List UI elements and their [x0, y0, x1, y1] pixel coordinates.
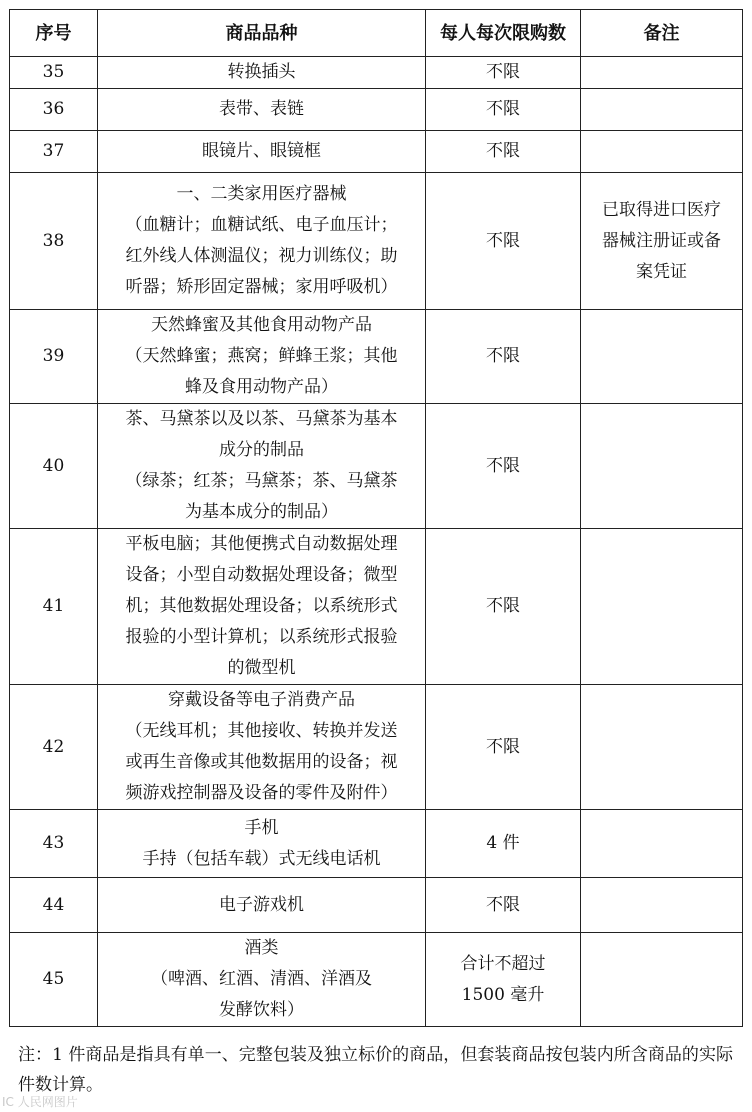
row-number-cell: 37 — [10, 131, 98, 173]
table-row — [10, 131, 743, 173]
item-line: 发酵饮料） — [219, 1000, 304, 1020]
item-line: （无线耳机；其他接收、转换并发送 — [125, 721, 398, 741]
table-row — [10, 57, 743, 89]
remark-cell — [581, 529, 743, 685]
item-cell — [98, 310, 426, 404]
item-cell — [98, 529, 426, 685]
item-cell — [98, 89, 426, 131]
limit-cell — [426, 310, 581, 404]
item-cell — [98, 173, 426, 310]
table-row — [10, 404, 743, 529]
item-line: 电子游戏机 — [219, 894, 304, 915]
item-line: 酒类 — [244, 938, 279, 958]
remark-line: 器械注册证或备 — [602, 230, 721, 251]
item-line: 手机 — [244, 817, 279, 838]
item-line: 一、二类家用医疗器械 — [176, 184, 347, 204]
limit-line: 不限 — [486, 141, 520, 161]
table-row — [10, 878, 743, 933]
header-limit: 每人每次限购数 — [426, 10, 581, 57]
remark-line: 案凭证 — [636, 261, 687, 282]
row-number-cell: 44 — [10, 878, 98, 933]
limit-line: 合计不超过 — [460, 953, 546, 974]
item-line: 表带、表链 — [219, 99, 304, 119]
item-cell — [98, 57, 426, 89]
item-line: 的微型机 — [227, 658, 296, 678]
remark-cell — [581, 89, 743, 131]
row-number-cell: 35 — [10, 57, 98, 89]
row-number-cell: 39 — [10, 310, 98, 404]
row-number-cell: 45 — [10, 933, 98, 1027]
item-line: 报验的小型计算机；以系统形式报验 — [125, 627, 398, 647]
item-line: 听器；矫形固定器械；家用呼吸机） — [125, 277, 398, 297]
remark-cell — [581, 685, 743, 810]
item-line: 为基本成分的制品） — [185, 502, 338, 522]
table-row — [10, 685, 743, 810]
row-number-cell: 42 — [10, 685, 98, 810]
table-header-row — [10, 10, 743, 57]
remark-cell — [581, 57, 743, 89]
limit-line: 不限 — [486, 346, 520, 366]
limit-cell — [426, 878, 581, 933]
remark-cell — [581, 310, 743, 404]
remark-cell — [581, 131, 743, 173]
item-line: （绿茶；红茶；马黛茶；茶、马黛茶 — [125, 471, 398, 491]
limit-line: 不限 — [486, 99, 520, 119]
limit-line: 不限 — [486, 736, 520, 757]
limit-cell — [426, 404, 581, 529]
remark-cell — [581, 878, 743, 933]
item-cell — [98, 131, 426, 173]
remark-cell — [581, 933, 743, 1027]
row-number-cell: 41 — [10, 529, 98, 685]
item-line: 手持（包括车载）式无线电话机 — [142, 848, 381, 869]
header-remark: 备注 — [581, 10, 743, 57]
item-cell — [98, 685, 426, 810]
header-number: 序号 — [10, 10, 98, 57]
item-line: 眼镜片、眼镜框 — [202, 141, 321, 161]
item-cell — [98, 878, 426, 933]
item-line: 红外线人体测温仪；视力训练仪；助 — [125, 246, 398, 266]
limit-cell — [426, 89, 581, 131]
item-line: 机；其他数据处理设备；以系统形式 — [125, 596, 398, 616]
item-line: 蜂及食用动物产品） — [185, 377, 338, 397]
limit-cell — [426, 173, 581, 310]
purchase-limit-table — [9, 9, 743, 1027]
limit-cell — [426, 529, 581, 685]
remark-cell — [581, 173, 743, 310]
row-number-cell: 36 — [10, 89, 98, 131]
watermark: IC 人民网图片 — [2, 1095, 78, 1109]
remark-cell — [581, 404, 743, 529]
header-item: 商品品种 — [98, 10, 426, 57]
item-cell — [98, 810, 426, 878]
limit-cell — [426, 685, 581, 810]
limit-line: 不限 — [486, 62, 520, 82]
table-row — [10, 173, 743, 310]
item-line: 天然蜂蜜及其他食用动物产品 — [151, 315, 372, 335]
limit-line: 不限 — [486, 230, 520, 251]
item-cell — [98, 404, 426, 529]
limit-line: 不限 — [486, 894, 520, 915]
table-row — [10, 529, 743, 685]
item-line: （天然蜂蜜；燕窝；鲜蜂王浆；其他 — [125, 346, 398, 366]
table-row — [10, 310, 743, 404]
limit-cell — [426, 57, 581, 89]
item-line: （啤酒、红酒、清酒、洋酒及 — [151, 969, 372, 989]
table-row — [10, 933, 743, 1027]
item-line: 成分的制品 — [219, 440, 304, 460]
table-row — [10, 89, 743, 131]
remark-cell — [581, 810, 743, 878]
item-line: 设备；小型自动数据处理设备；微型 — [125, 565, 398, 585]
limit-cell — [426, 131, 581, 173]
remark-line: 已取得进口医疗 — [602, 199, 721, 220]
item-line: （血糖计；血糖试纸、电子血压计； — [125, 215, 398, 235]
footnote: 注：1 件商品是指具有单一、完整包装及独立标价的商品，但套装商品按包装内所含商品的实际件数计算。 — [18, 1045, 733, 1095]
item-line: 穿戴设备等电子消费产品 — [168, 690, 355, 710]
table-row — [10, 810, 743, 878]
limit-line: 4 件 — [486, 833, 520, 853]
row-number-cell: 43 — [10, 810, 98, 878]
limit-line: 1500 毫升 — [461, 984, 545, 1005]
item-cell — [98, 933, 426, 1027]
limit-cell — [426, 933, 581, 1027]
limit-line: 不限 — [486, 455, 520, 476]
item-line: 频游戏控制器及设备的零件及附件） — [125, 783, 398, 803]
item-line: 或再生音像或其他数据用的设备；视 — [125, 752, 398, 772]
limit-line: 不限 — [486, 596, 520, 616]
item-line: 茶、马黛茶以及以茶、马黛茶为基本 — [125, 409, 398, 429]
row-number-cell: 38 — [10, 173, 98, 310]
row-number-cell: 40 — [10, 404, 98, 529]
item-line: 转换插头 — [227, 62, 296, 82]
limit-cell — [426, 810, 581, 878]
item-line: 平板电脑；其他便携式自动数据处理 — [125, 534, 398, 554]
